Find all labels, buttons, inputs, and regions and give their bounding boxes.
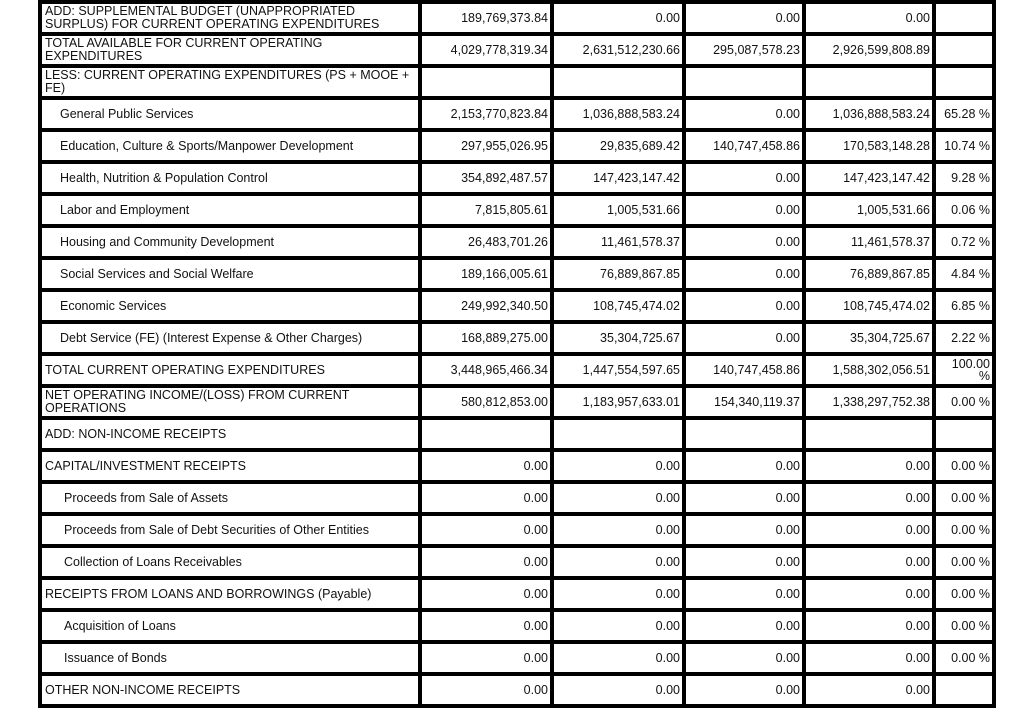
amount-cell-col4: 35,304,725.67 (804, 322, 934, 354)
percent-cell: 6.85 % (934, 290, 994, 322)
row-label: TOTAL CURRENT OPERATING EXPENDITURES (40, 354, 420, 386)
row-label: Housing and Community Development (40, 226, 420, 258)
row-label: OTHER NON-INCOME RECEIPTS (40, 674, 420, 706)
percent-cell (934, 2, 994, 34)
amount-cell-col3: 0.00 (684, 482, 804, 514)
row-label: CAPITAL/INVESTMENT RECEIPTS (40, 450, 420, 482)
budget-table (38, 0, 996, 708)
amount-cell-col1 (420, 418, 552, 450)
percent-cell: 10.74 % (934, 130, 994, 162)
amount-cell-col4: 0.00 (804, 482, 934, 514)
amount-cell-col3: 0.00 (684, 578, 804, 610)
amount-cell-col4: 0.00 (804, 546, 934, 578)
percent-cell: 0.06 % (934, 194, 994, 226)
percent-cell: 100.00 % (934, 354, 994, 386)
table-row (40, 642, 994, 674)
percent-cell (934, 674, 994, 706)
budget-table-body (40, 2, 994, 706)
amount-cell-col3: 0.00 (684, 98, 804, 130)
percent-cell: 0.00 % (934, 642, 994, 674)
amount-cell-col1: 0.00 (420, 674, 552, 706)
amount-cell-col3: 0.00 (684, 290, 804, 322)
table-row (40, 226, 994, 258)
amount-cell-col4: 0.00 (804, 2, 934, 34)
amount-cell-col3: 0.00 (684, 642, 804, 674)
amount-cell-col4 (804, 418, 934, 450)
row-label: TOTAL AVAILABLE FOR CURRENT OPERATING EXPENDITURES (40, 34, 420, 66)
amount-cell-col1: 354,892,487.57 (420, 162, 552, 194)
amount-cell-col2: 0.00 (552, 674, 684, 706)
percent-cell: 2.22 % (934, 322, 994, 354)
row-label: RECEIPTS FROM LOANS AND BORROWINGS (Payable) (40, 578, 420, 610)
percent-cell: 0.00 % (934, 610, 994, 642)
amount-cell-col2: 1,005,531.66 (552, 194, 684, 226)
table-row (40, 322, 994, 354)
amount-cell-col2: 108,745,474.02 (552, 290, 684, 322)
amount-cell-col4: 0.00 (804, 514, 934, 546)
row-label: Proceeds from Sale of Assets (40, 482, 420, 514)
amount-cell-col4: 108,745,474.02 (804, 290, 934, 322)
percent-cell: 9.28 % (934, 162, 994, 194)
amount-cell-col4: 1,005,531.66 (804, 194, 934, 226)
row-label: Health, Nutrition & Population Control (40, 162, 420, 194)
amount-cell-col4: 170,583,148.28 (804, 130, 934, 162)
amount-cell-col2: 1,447,554,597.65 (552, 354, 684, 386)
amount-cell-col2: 1,183,957,633.01 (552, 386, 684, 418)
amount-cell-col1: 0.00 (420, 610, 552, 642)
amount-cell-col3: 0.00 (684, 610, 804, 642)
percent-cell: 0.00 % (934, 482, 994, 514)
table-row (40, 482, 994, 514)
amount-cell-col3: 140,747,458.86 (684, 130, 804, 162)
amount-cell-col2: 0.00 (552, 482, 684, 514)
amount-cell-col1: 297,955,026.95 (420, 130, 552, 162)
percent-cell (934, 66, 994, 98)
row-label: ADD: SUPPLEMENTAL BUDGET (UNAPPROPRIATED SURPLUS) FOR CURRENT OPERATING EXPENDITURES (40, 2, 420, 34)
amount-cell-col4: 1,338,297,752.38 (804, 386, 934, 418)
amount-cell-col2: 0.00 (552, 610, 684, 642)
amount-cell-col2 (552, 418, 684, 450)
amount-cell-col2 (552, 66, 684, 98)
amount-cell-col3: 0.00 (684, 674, 804, 706)
table-row (40, 674, 994, 706)
amount-cell-col1: 2,153,770,823.84 (420, 98, 552, 130)
amount-cell-col2: 1,036,888,583.24 (552, 98, 684, 130)
amount-cell-col3: 0.00 (684, 2, 804, 34)
amount-cell-col2: 76,889,867.85 (552, 258, 684, 290)
amount-cell-col1: 0.00 (420, 578, 552, 610)
amount-cell-col3: 0.00 (684, 226, 804, 258)
amount-cell-col3: 0.00 (684, 162, 804, 194)
amount-cell-col3: 295,087,578.23 (684, 34, 804, 66)
amount-cell-col4: 0.00 (804, 642, 934, 674)
percent-cell: 0.00 % (934, 578, 994, 610)
table-row (40, 66, 994, 98)
percent-cell: 4.84 % (934, 258, 994, 290)
amount-cell-col3: 0.00 (684, 258, 804, 290)
amount-cell-col1: 189,769,373.84 (420, 2, 552, 34)
table-row (40, 2, 994, 34)
amount-cell-col2: 35,304,725.67 (552, 322, 684, 354)
amount-cell-col4: 0.00 (804, 450, 934, 482)
table-row (40, 418, 994, 450)
table-row (40, 290, 994, 322)
table-row (40, 354, 994, 386)
amount-cell-col4 (804, 66, 934, 98)
amount-cell-col1: 26,483,701.26 (420, 226, 552, 258)
amount-cell-col3: 0.00 (684, 546, 804, 578)
amount-cell-col1: 0.00 (420, 642, 552, 674)
table-row (40, 386, 994, 418)
amount-cell-col2: 0.00 (552, 450, 684, 482)
percent-cell (934, 34, 994, 66)
percent-cell: 0.00 % (934, 386, 994, 418)
table-row (40, 546, 994, 578)
amount-cell-col4: 0.00 (804, 674, 934, 706)
amount-cell-col1: 249,992,340.50 (420, 290, 552, 322)
percent-cell: 0.00 % (934, 450, 994, 482)
row-label: General Public Services (40, 98, 420, 130)
amount-cell-col4: 2,926,599,808.89 (804, 34, 934, 66)
table-row (40, 450, 994, 482)
amount-cell-col3: 0.00 (684, 322, 804, 354)
row-label: Collection of Loans Receivables (40, 546, 420, 578)
amount-cell-col1: 7,815,805.61 (420, 194, 552, 226)
amount-cell-col2: 0.00 (552, 546, 684, 578)
amount-cell-col2: 147,423,147.42 (552, 162, 684, 194)
amount-cell-col3: 154,340,119.37 (684, 386, 804, 418)
table-row (40, 98, 994, 130)
amount-cell-col1: 3,448,965,466.34 (420, 354, 552, 386)
amount-cell-col4: 147,423,147.42 (804, 162, 934, 194)
percent-cell (934, 418, 994, 450)
amount-cell-col1 (420, 66, 552, 98)
amount-cell-col3: 0.00 (684, 450, 804, 482)
percent-cell: 0.72 % (934, 226, 994, 258)
amount-cell-col3 (684, 66, 804, 98)
amount-cell-col1: 4,029,778,319.34 (420, 34, 552, 66)
table-row (40, 578, 994, 610)
amount-cell-col3 (684, 418, 804, 450)
amount-cell-col4: 1,588,302,056.51 (804, 354, 934, 386)
table-row (40, 610, 994, 642)
amount-cell-col3: 0.00 (684, 514, 804, 546)
table-row (40, 194, 994, 226)
amount-cell-col2: 11,461,578.37 (552, 226, 684, 258)
row-label: ADD: NON-INCOME RECEIPTS (40, 418, 420, 450)
row-label: Proceeds from Sale of Debt Securities of Other Entities (40, 514, 420, 546)
row-label: Economic Services (40, 290, 420, 322)
row-label: Social Services and Social Welfare (40, 258, 420, 290)
table-row (40, 514, 994, 546)
amount-cell-col2: 2,631,512,230.66 (552, 34, 684, 66)
amount-cell-col4: 1,036,888,583.24 (804, 98, 934, 130)
amount-cell-col4: 0.00 (804, 578, 934, 610)
amount-cell-col1: 0.00 (420, 450, 552, 482)
row-label: NET OPERATING INCOME/(LOSS) FROM CURRENT OPERATIONS (40, 386, 420, 418)
amount-cell-col1: 580,812,853.00 (420, 386, 552, 418)
amount-cell-col2: 29,835,689.42 (552, 130, 684, 162)
percent-cell: 0.00 % (934, 514, 994, 546)
row-label: LESS: CURRENT OPERATING EXPENDITURES (PS + MOOE + FE) (40, 66, 420, 98)
amount-cell-col3: 0.00 (684, 194, 804, 226)
amount-cell-col4: 0.00 (804, 610, 934, 642)
amount-cell-col2: 0.00 (552, 2, 684, 34)
amount-cell-col3: 140,747,458.86 (684, 354, 804, 386)
amount-cell-col1: 0.00 (420, 546, 552, 578)
amount-cell-col2: 0.00 (552, 578, 684, 610)
percent-cell: 65.28 % (934, 98, 994, 130)
table-row (40, 258, 994, 290)
amount-cell-col2: 0.00 (552, 514, 684, 546)
row-label: Issuance of Bonds (40, 642, 420, 674)
amount-cell-col4: 11,461,578.37 (804, 226, 934, 258)
amount-cell-col2: 0.00 (552, 642, 684, 674)
row-label: Education, Culture & Sports/Manpower Development (40, 130, 420, 162)
amount-cell-col1: 168,889,275.00 (420, 322, 552, 354)
table-row (40, 34, 994, 66)
row-label: Labor and Employment (40, 194, 420, 226)
amount-cell-col4: 76,889,867.85 (804, 258, 934, 290)
row-label: Debt Service (FE) (Interest Expense & Other Charges) (40, 322, 420, 354)
table-row (40, 162, 994, 194)
table-row (40, 130, 994, 162)
amount-cell-col1: 0.00 (420, 482, 552, 514)
percent-cell: 0.00 % (934, 546, 994, 578)
amount-cell-col1: 0.00 (420, 514, 552, 546)
row-label: Acquisition of Loans (40, 610, 420, 642)
amount-cell-col1: 189,166,005.61 (420, 258, 552, 290)
